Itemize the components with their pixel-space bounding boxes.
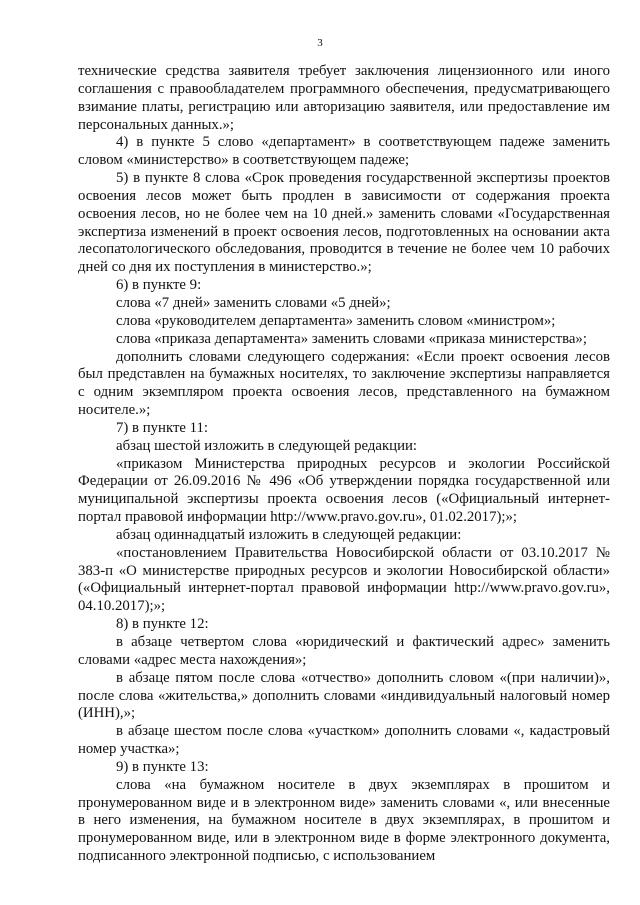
paragraph: 5) в пункте 8 слова «Срок проведения государственной экспертизы проектов освоения лесов может быть продлен в зависимости от содержания проекта освоения лесов, но не более чем на 10 дней.» заменить словами «Государственная экспертиза изменений в проект освоения лесов, подготовленных на основании акта лесопатологического обследования, проводится в течение не более чем 10 рабочих дней со дня их поступления в министерство.»; <box>78 170 610 276</box>
document-body <box>78 63 610 866</box>
paragraph: абзац одиннадцатый изложить в следующей редакции: <box>116 526 462 543</box>
paragraph: «приказом Министерства природных ресурсов и экологии Российской Федерации от 26.09.2016 № 496 «Об утверждении порядка государственной или муниципальной экспертизы проекта освоения лесов («Официальный интернет-портал правовой информации http://www.pravo.gov.ru», 01.02.2017);»; <box>78 455 610 526</box>
paragraph: 4) в пункте 5 слово «департамент» в соответствующем падеже заменить словом «министерство» в соответствующем падеже; <box>78 134 610 169</box>
paragraph: 7) в пункте 11: <box>116 419 209 436</box>
paragraph: слова «руководителем департамента» заменить словом «министром»; <box>116 312 556 329</box>
paragraph: 8) в пункте 12: <box>116 616 209 633</box>
paragraph: 6) в пункте 9: <box>116 277 202 294</box>
paragraph: слова «7 дней» заменить словами «5 дней»; <box>116 294 391 311</box>
paragraph: в абзаце пятом после слова «отчество» дополнить словом «(при наличии)», после слова «жительства,» дополнить словами «индивидуальный налоговый номер (ИНН),»; <box>78 669 610 722</box>
paragraph: слова «на бумажном носителе в двух экземплярах в прошитом и пронумерованном виде и в электронном виде» заменить словами «, или внесенные в него изменения, на бумажном носителе в двух экземплярах, в прошитом и пронумерованном виде, или в электронном виде в форме электронного документа, подписанного электронной подписью, с использованием <box>78 776 610 865</box>
page-number: 3 <box>317 37 323 49</box>
paragraph: дополнить словами следующего содержания: «Если проект освоения лесов был представлен на бумажных носителях, то заключение экспертизы направляется с одним экземпляром проекта освоения лесов, представленного на бумажном носителе.»; <box>78 348 610 419</box>
paragraph: в абзаце четвертом слова «юридический и фактический адрес» заменить словами «адрес места нахождения»; <box>78 634 610 668</box>
paragraph: 9) в пункте 13: <box>116 758 209 775</box>
paragraph: в абзаце шестом после слова «участком» дополнить словами «, кадастровый номер участка»; <box>78 723 610 758</box>
paragraph: слова «приказа департамента» заменить словами «приказа министерства»; <box>116 330 587 347</box>
paragraph: технические средства заявителя требует заключения лицензионного или иного соглашения с правообладателем программного обеспечения, предусматривающего взимание платы, регистрацию или авторизацию заявителя, или предоставление им персональных данных.»; <box>78 63 610 133</box>
paragraph: абзац шестой изложить в следующей редакции: <box>116 437 418 454</box>
paragraph: «постановлением Правительства Новосибирской области от 03.10.2017 № 383-п «О министерстве природных ресурсов и экологии Новосибирской области» («Официальный интернет-портал правовой информации http://www.pravo.gov.ru», 04.10.2017);»; <box>78 544 610 615</box>
